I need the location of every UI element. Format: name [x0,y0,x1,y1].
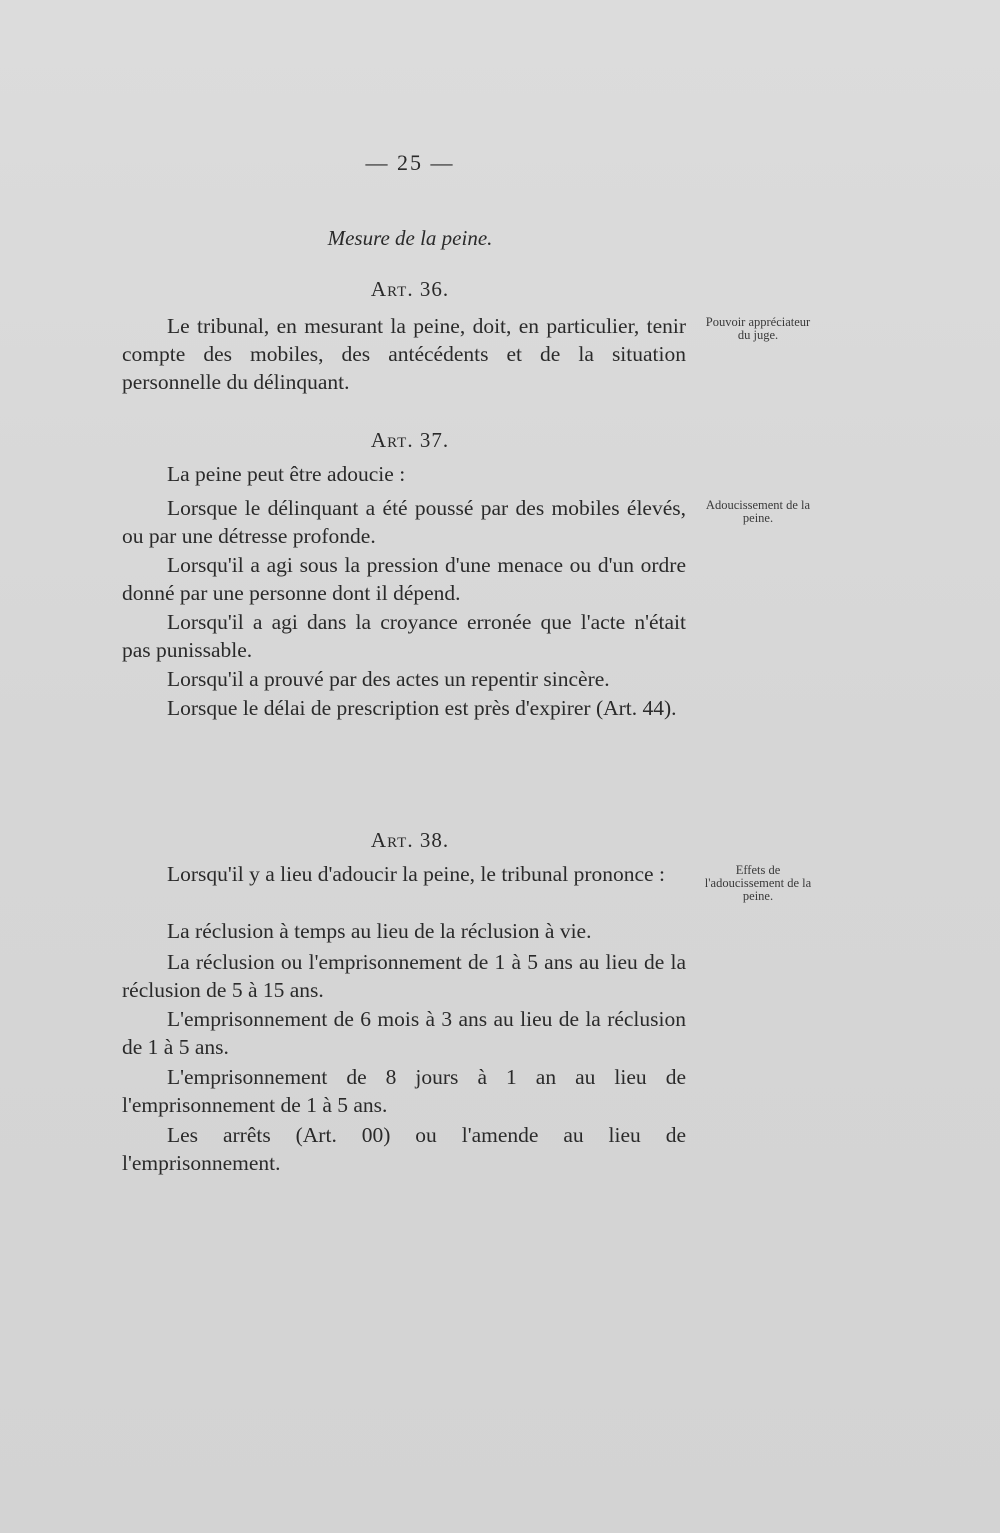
article-37-paragraph-5: Lorsqu'il a prouvé par des actes un repentir sincère. [167,667,610,691]
article-38-paragraph-5: L'emprisonnement de 8 jours à 1 an au lieu de l'emprisonnement de 1 à 5 ans. [122,1065,686,1117]
article-38-paragraph-1: Lorsqu'il y a lieu d'adoucir la peine, le tribunal prononce : [167,862,665,886]
article-38-paragraph-4: L'emprisonnement de 6 mois à 3 ans au lieu de la réclusion de 1 à 5 ans. [122,1007,686,1059]
article-37-paragraph-4: Lorsqu'il a agi dans la croyance erronée que l'acte n'était pas punissable. [122,610,686,662]
article-37-paragraph-2: Lorsque le délinquant a été poussé par des mobiles élevés, ou par une détresse profonde. [122,496,686,548]
section-title: Mesure de la peine. [327,226,493,250]
article-38-paragraph-6: Les arrêts (Art. 00) ou l'amende au lieu de l'emprisonnement. [122,1123,686,1175]
article-37-paragraph-1: La peine peut être adoucie : [167,462,406,486]
article-37-paragraph-3: Lorsqu'il a agi sous la pression d'une menace ou d'un ordre donné par une personne dont il dépend. [122,553,686,605]
article-38-margin-note: Effets de l'adoucissement de la peine. [704,863,812,903]
page-number: — 25 — [365,150,455,175]
article-37-paragraph-6: Lorsque le délai de prescription est près d'expirer (Art. 44). [167,696,677,720]
article-37-margin-note: Adoucissement de la peine. [705,498,811,525]
article-37-heading: Art. 37. [370,428,450,452]
article-38-paragraph-3: La réclusion ou l'emprisonnement de 1 à 5 ans au lieu de la réclusion de 5 à 15 ans. [122,950,686,1002]
article-38-paragraph-2: La réclusion à temps au lieu de la réclusion à vie. [167,919,592,943]
article-38-heading: Art. 38. [370,828,450,852]
article-36-margin-note: Pouvoir appréciateur du juge. [705,315,811,342]
article-36-paragraph-1: Le tribunal, en mesurant la peine, doit, en particulier, tenir compte des mobiles, des antécédents et de la situation personnelle du délinquant. [122,314,686,394]
article-36-heading: Art. 36. [370,277,450,301]
